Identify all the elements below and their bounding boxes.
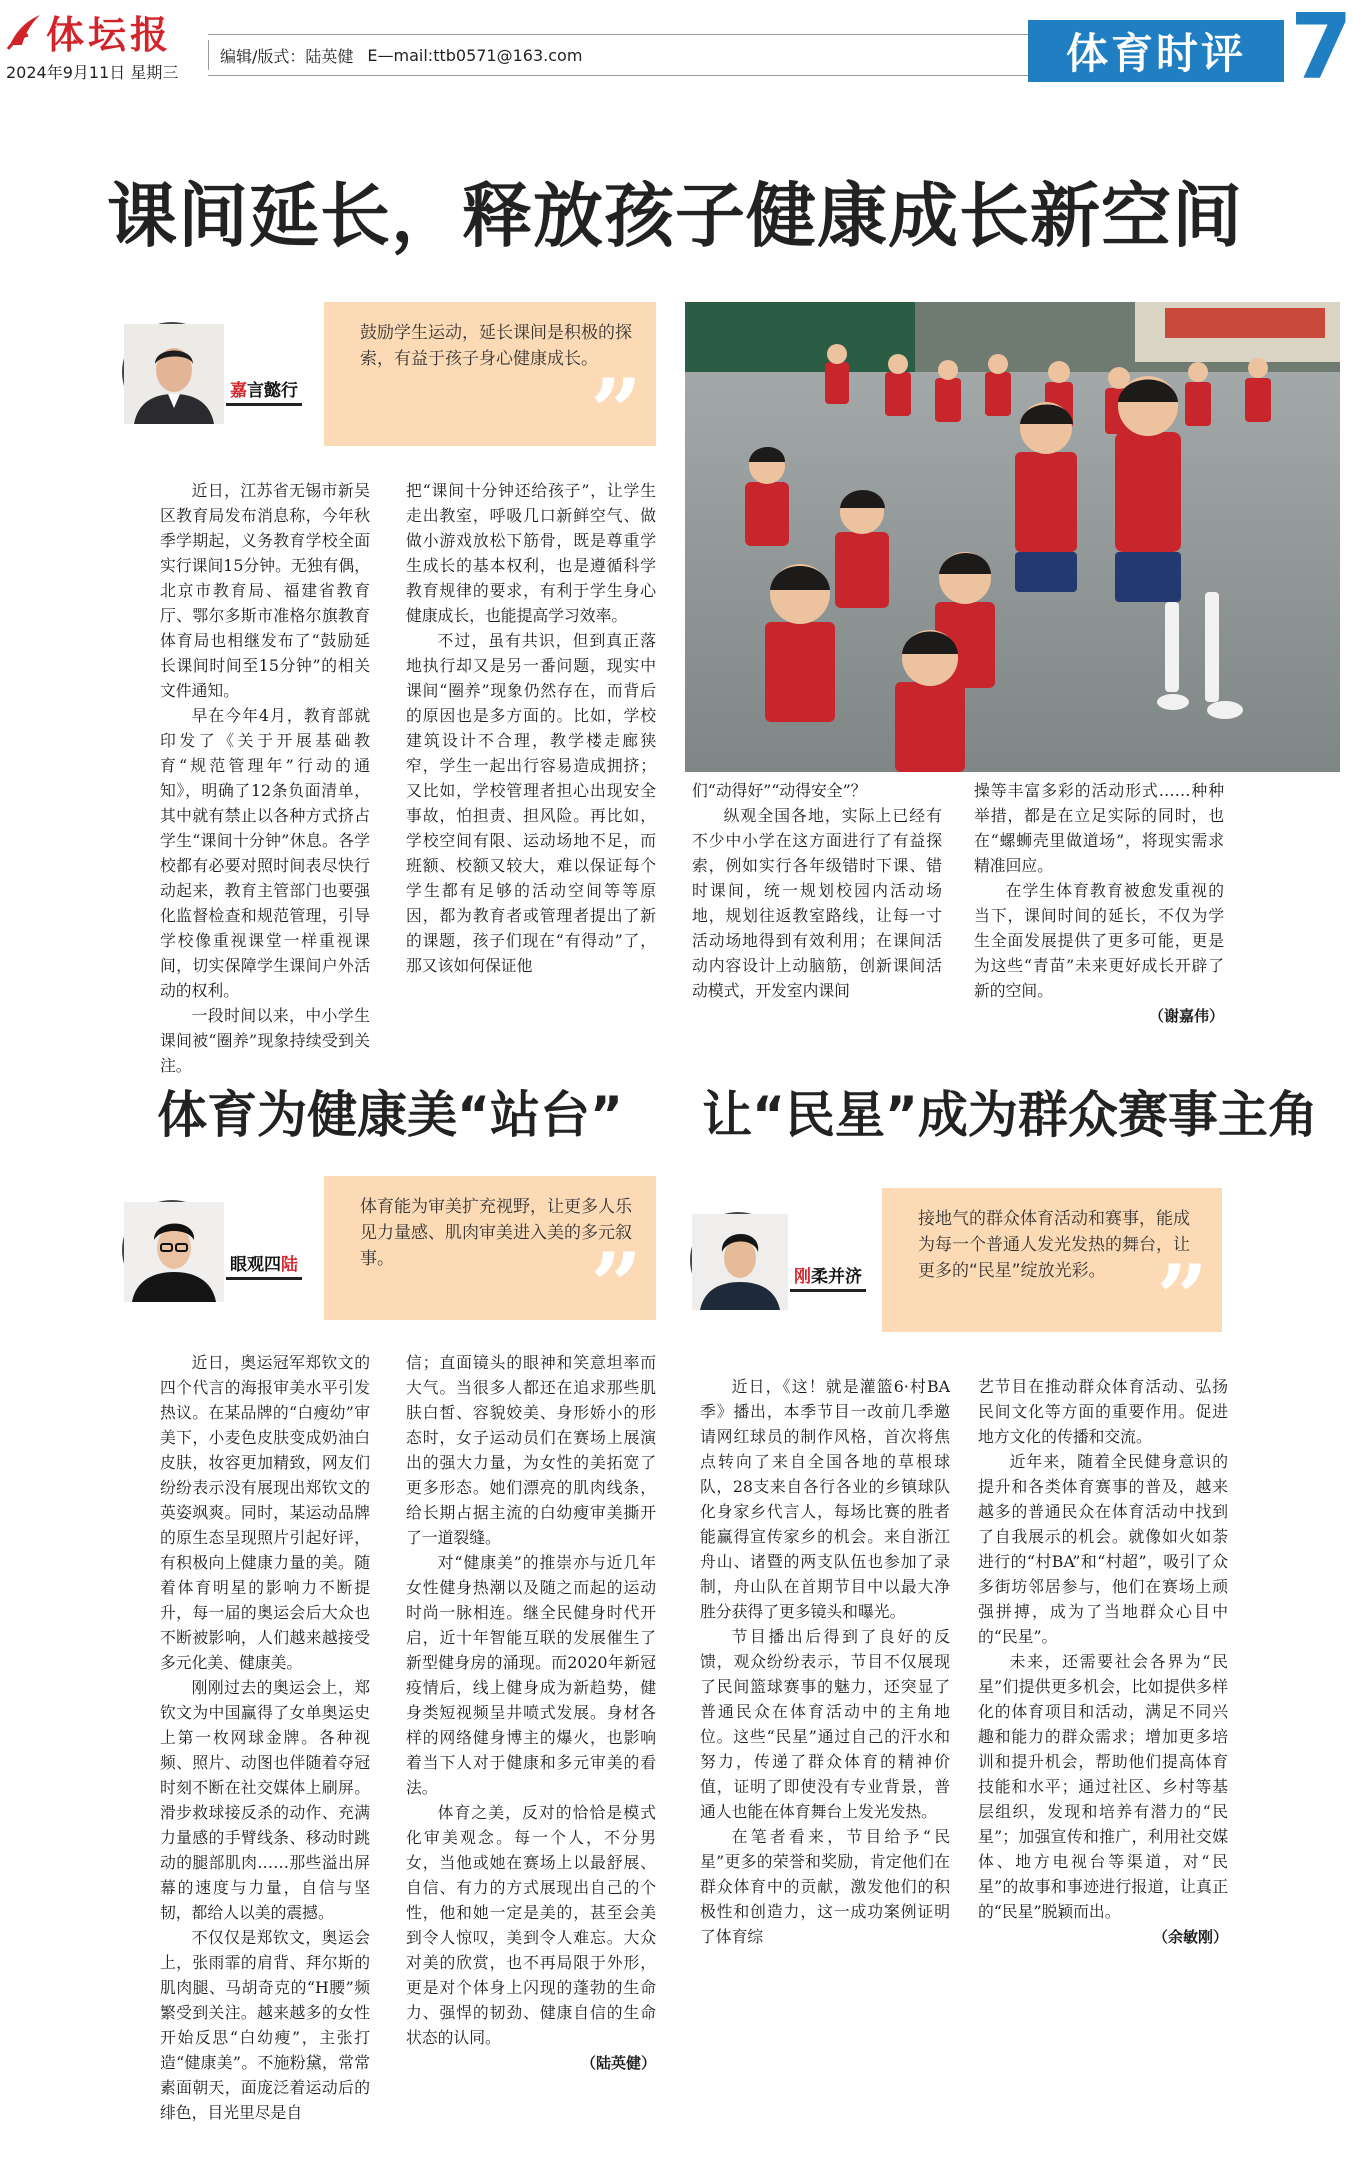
article3-author-byline (790, 1262, 866, 1292)
author-surname: 刚 (794, 1267, 811, 1287)
article3-signature: （余敏刚） (1152, 1928, 1228, 1946)
logo-text: 体坛报 (46, 12, 173, 57)
author-surname: 陆 (281, 1255, 298, 1275)
page-number: 7 (1290, 0, 1353, 100)
paragraph: 操等丰富多彩的活动形式……种种举措，都是在立足实际的同时，也在“螺蛳壳里做道场”，将现实需求精准回应。 (974, 781, 1224, 875)
paragraph: 不仅仅是郑钦文，奥运会上，张雨霏的肩背、拜尔斯的肌肉腿、马胡奇克的“H腰”频繁受到关注。越来越多的女性开始反思“白幼瘦”，主张打造“健康美”。不施粉黛，常常素面朝天，面庞泛着运动后的绯色，目光里尽是自 (160, 1928, 370, 2122)
article2-headline: 体育为健康美“站台” (157, 1086, 623, 1144)
quote-mark-icon: ” (1156, 1245, 1208, 1351)
masthead (0, 0, 1353, 100)
paragraph: 在学生体育教育被愈发重视的当下，课间时间的延长，不仅为学生全面发展提供了更多可能，更是为这些“青苗”未来更好成长开辟了新的空间。 (974, 881, 1224, 1000)
schoolyard-photo-icon (685, 302, 1340, 772)
article3-author-avatar (690, 1212, 786, 1308)
pull-quote-text: 接地气的群众体育活动和赛事，能成为每一个普通人发光发热的舞台，让更多的“民星”绽放光彩。 (918, 1209, 1190, 1281)
author-surname: 嘉 (230, 381, 247, 401)
paragraph: 未来，还需要社会各界为“民星”们提供更多机会，比如提供多样化的体育项目和活动，满足不同兴趣和能力的群众需求；增加更多培训和提升机会，帮助他们提高体育技能和水平；通过社区、乡村等基层组织，发现和培养有潜力的“民星”；加强宣传和推广，利用社交媒体、地方电视台等渠道，对“民星”的故事和事迹进行报道，让真正的“民星”脱颖而出。 (978, 1652, 1228, 1921)
publication-date: 2024年9月11日 星期三 (6, 63, 179, 82)
paragraph: 对“健康美”的推崇亦与近几年女性健身热潮以及随之而起的运动时尚一脉相连。继全民健身时代开启，近十年智能互联的发展催生了新型健身房的涌现。而2020年新冠疫情后，线上健身成为新趋势，健身类短视频呈井喷式发展。身材各样的网络健身博主的爆火，也影响着当下人对于健康和多元审美的看法。 (406, 1553, 656, 1797)
paragraph: 在笔者看来，节目给予“民星”更多的荣誉和奖励，肯定他们在群众体育中的贡献，激发他们的积极性和创造力，这一成功案例证明了体育综 (700, 1827, 950, 1946)
paragraph: 早在今年4月，教育部就印发了《关于开展基础教育“规范管理年”行动的通知》，明确了12条负面清单，其中就有禁止以各种方式挤占学生“课间十分钟”休息。各学校都有必要对照时间表尽快行动起来，教育主管部门也要强化监督检查和规范管理，引导学校像重视课堂一样重视课间，切实保障学生课间户外活动的权利。 (160, 706, 370, 1000)
article3-headline: 让“民星”成为群众赛事主角 (702, 1086, 1318, 1144)
paragraph: 体育之美，反对的恰恰是模式化审美观念。每一个人，不分男女，当他或她在赛场上以最舒展、自信、有力的方式展现出自己的个性，他和她一定是美的，甚至会美到令人惊叹，美到令人难忘。大众对美的欣赏，也不再局限于外形，更是对个体身上闪现的蓬勃的生命力、强悍的韧劲、健康自信的生命状态的认同。 (406, 1803, 656, 2047)
swoosh-logo-icon (6, 11, 44, 51)
article2-author-avatar (122, 1200, 222, 1300)
paragraph: 把“课间十分钟还给孩子”，让学生走出教室，呼吸几口新鲜空气、做做小游戏放松下筋骨，既是尊重学生成长的基本权利，也是遵循科学教育规律的要求，有利于学生身心健康成长，也能提高学习效率。 (406, 481, 656, 625)
quote-mark-icon: ” (590, 1233, 642, 1339)
article1-pull-quote (324, 302, 656, 465)
paragraph: 近日，江苏省无锡市新吴区教育局发布消息称，今年秋季学期起，义务教育学校全面实行课间15分钟。无独有偶，北京市教育局、福建省教育厅、鄂尔多斯市准格尔旗教育体育局也相继发布了“鼓励延长课间时间至15分钟”的相关文件通知。 (160, 481, 370, 700)
author-portrait-icon (124, 324, 224, 424)
article1-headline: 课间延长，释放孩子健康成长新空间 (107, 175, 1243, 257)
paragraph: 们“动得好”“动得安全”？ (692, 781, 867, 800)
quote-mark-icon: ” (590, 359, 642, 465)
article2-author-byline (226, 1250, 302, 1280)
newspaper-logo (6, 8, 206, 57)
editor-credit: 编辑/版式：陆英健 (220, 46, 354, 66)
article1-column-3 (692, 778, 942, 998)
article1-column-2 (406, 478, 656, 998)
article1-author-avatar (122, 322, 222, 422)
paragraph: 节目播出后得到了良好的反馈，观众纷纷表示，节目不仅展现了民间篮球赛事的魅力，还突显了普通民众在体育活动中的主角地位。这些“民星”通过自己的汗水和努力，传递了群众体育的精神价值，证明了即使没有专业背景，普通人也能在体育舞台上发光发热。 (700, 1627, 950, 1821)
paragraph: 信；直面镜头的眼神和笑意坦率而大气。当很多人都还在追求那些肌肤白皙、容貌姣美、身形娇小的形态时，女子运动员们在赛场上展演出的强大力量，为女性的美拓宽了更多形态。她们漂亮的肌肉线条，给长期占据主流的白幼瘦审美撕开了一道裂缝。 (406, 1353, 656, 1547)
paragraph: 一段时间以来，中小学生课间被“圈养”现象持续受到关注。 (160, 1006, 370, 1075)
editor-bar (208, 34, 1028, 76)
article3-pull-quote (882, 1188, 1222, 1351)
paragraph: 近日，奥运冠军郑钦文的四个代言的海报审美水平引发热议。在某品牌的“白瘦幼”审美下，小麦色皮肤变成奶油白皮肤，妆容更加精致，网友们纷纷表示没有展现出郑钦文的英姿飒爽。同时，某运动品牌的原生态呈现照片引起好评，有积极向上健康力量的美。随着体育明星的影响力不断提升，每一届的奥运会后大众也不断被影响，人们越来越接受多元化美、健康美。 (160, 1353, 370, 1672)
article2-pull-quote (324, 1176, 656, 1339)
section-title: 体育时评 (1028, 20, 1284, 82)
paragraph: 纵观全国各地，实际上已经有不少中小学在这方面进行了有益探索，例如实行各年级错时下课、错时课间，统一规划校园内活动场地，规划往返教室路线，让每一寸活动场地得到有效利用；在课间活动内容设计上动脑筋，创新课间活动模式，开发室内课间 (692, 806, 942, 1000)
pull-quote-text: 鼓励学生运动，延长课间是积极的探索，有益于孩子身心健康成长。 (360, 323, 632, 369)
article3-column-2 (978, 1374, 1228, 2050)
article1-column-4 (974, 778, 1224, 1025)
article1-column-1 (160, 478, 370, 1075)
paragraph: 艺节目在推动群众体育活动、弘扬民间文化等方面的重要作用。促进地方文化的传播和交流。 (978, 1377, 1228, 1446)
paragraph: 刚刚过去的奥运会上，郑钦文为中国赢得了女单奥运史上第一枚网球金牌。各种视频、照片、动图也伴随着夺冠时刻不断在社交媒体上刷屏。滑步救球接反杀的动作、充满力量感的手臂线条、移动时跳动的腿部肌肉……那些溢出屏幕的速度与力量，自信与坚韧，都给人以美的震撼。 (160, 1678, 370, 1922)
author-portrait-icon (692, 1214, 788, 1310)
author-portrait-icon (124, 1202, 224, 1302)
paragraph: 近日，《这！就是灌篮6·村BA季》播出，本季节目一改前几季邀请网红球员的制作风格，首次将焦点转向了来自全国各地的草根球队，28支来自各行各业的乡镇球队化身家乡代言人，每场比赛的胜者能赢得宣传家乡的机会。来自浙江舟山、诸暨的两支队伍也参加了录制，舟山队在首期节目中以最大净胜分获得了更多镜头和曝光。 (700, 1377, 950, 1621)
article1-author-byline (226, 376, 302, 406)
author-name: 眼观四 (230, 1255, 281, 1275)
author-name: 柔并济 (811, 1267, 862, 1287)
paragraph: 近年来，随着全民健身意识的提升和各类体育赛事的普及，越来越多的普通民众在体育活动中找到了自我展示的机会。就像如火如荼进行的“村BA”和“村超”，吸引了众多街坊邻居参与，他们在赛场上顽强拼搏，成为了当地群众心目中的“民星”。 (978, 1452, 1228, 1646)
article2-column-2 (406, 1350, 656, 2072)
editor-email: E—mail:ttb0571@163.com (367, 45, 583, 65)
article2-signature: （陆英健） (580, 2054, 656, 2072)
article1-photo-children-playing (685, 302, 1340, 772)
article1-signature: （谢嘉伟） (1148, 1007, 1224, 1025)
author-name: 言懿行 (247, 381, 298, 401)
article3-column-1 (700, 1374, 950, 2050)
paragraph: 不过，虽有共识，但到真正落地执行却又是另一番问题，现实中课间“圈养”现象仍然存在，而背后的原因也是多方面的。比如，学校建筑设计不合理，教学楼走廊狭窄，学生一起出行容易造成拥挤；又比如，学校管理者担心出现安全事故，怕担责、担风险。再比如，学校空间有限、运动场地不足，而班额、校额又较大，难以保证每个学生都有足够的活动空间等等原因，都为教育者或管理者提出了新的课题，孩子们现在“有得动”了，那又该如何保证他 (406, 631, 656, 975)
article2-column-1 (160, 1350, 370, 2122)
pull-quote-text: 体育能为审美扩充视野，让更多人乐见力量感、肌肉审美进入美的多元叙事。 (360, 1197, 632, 1269)
